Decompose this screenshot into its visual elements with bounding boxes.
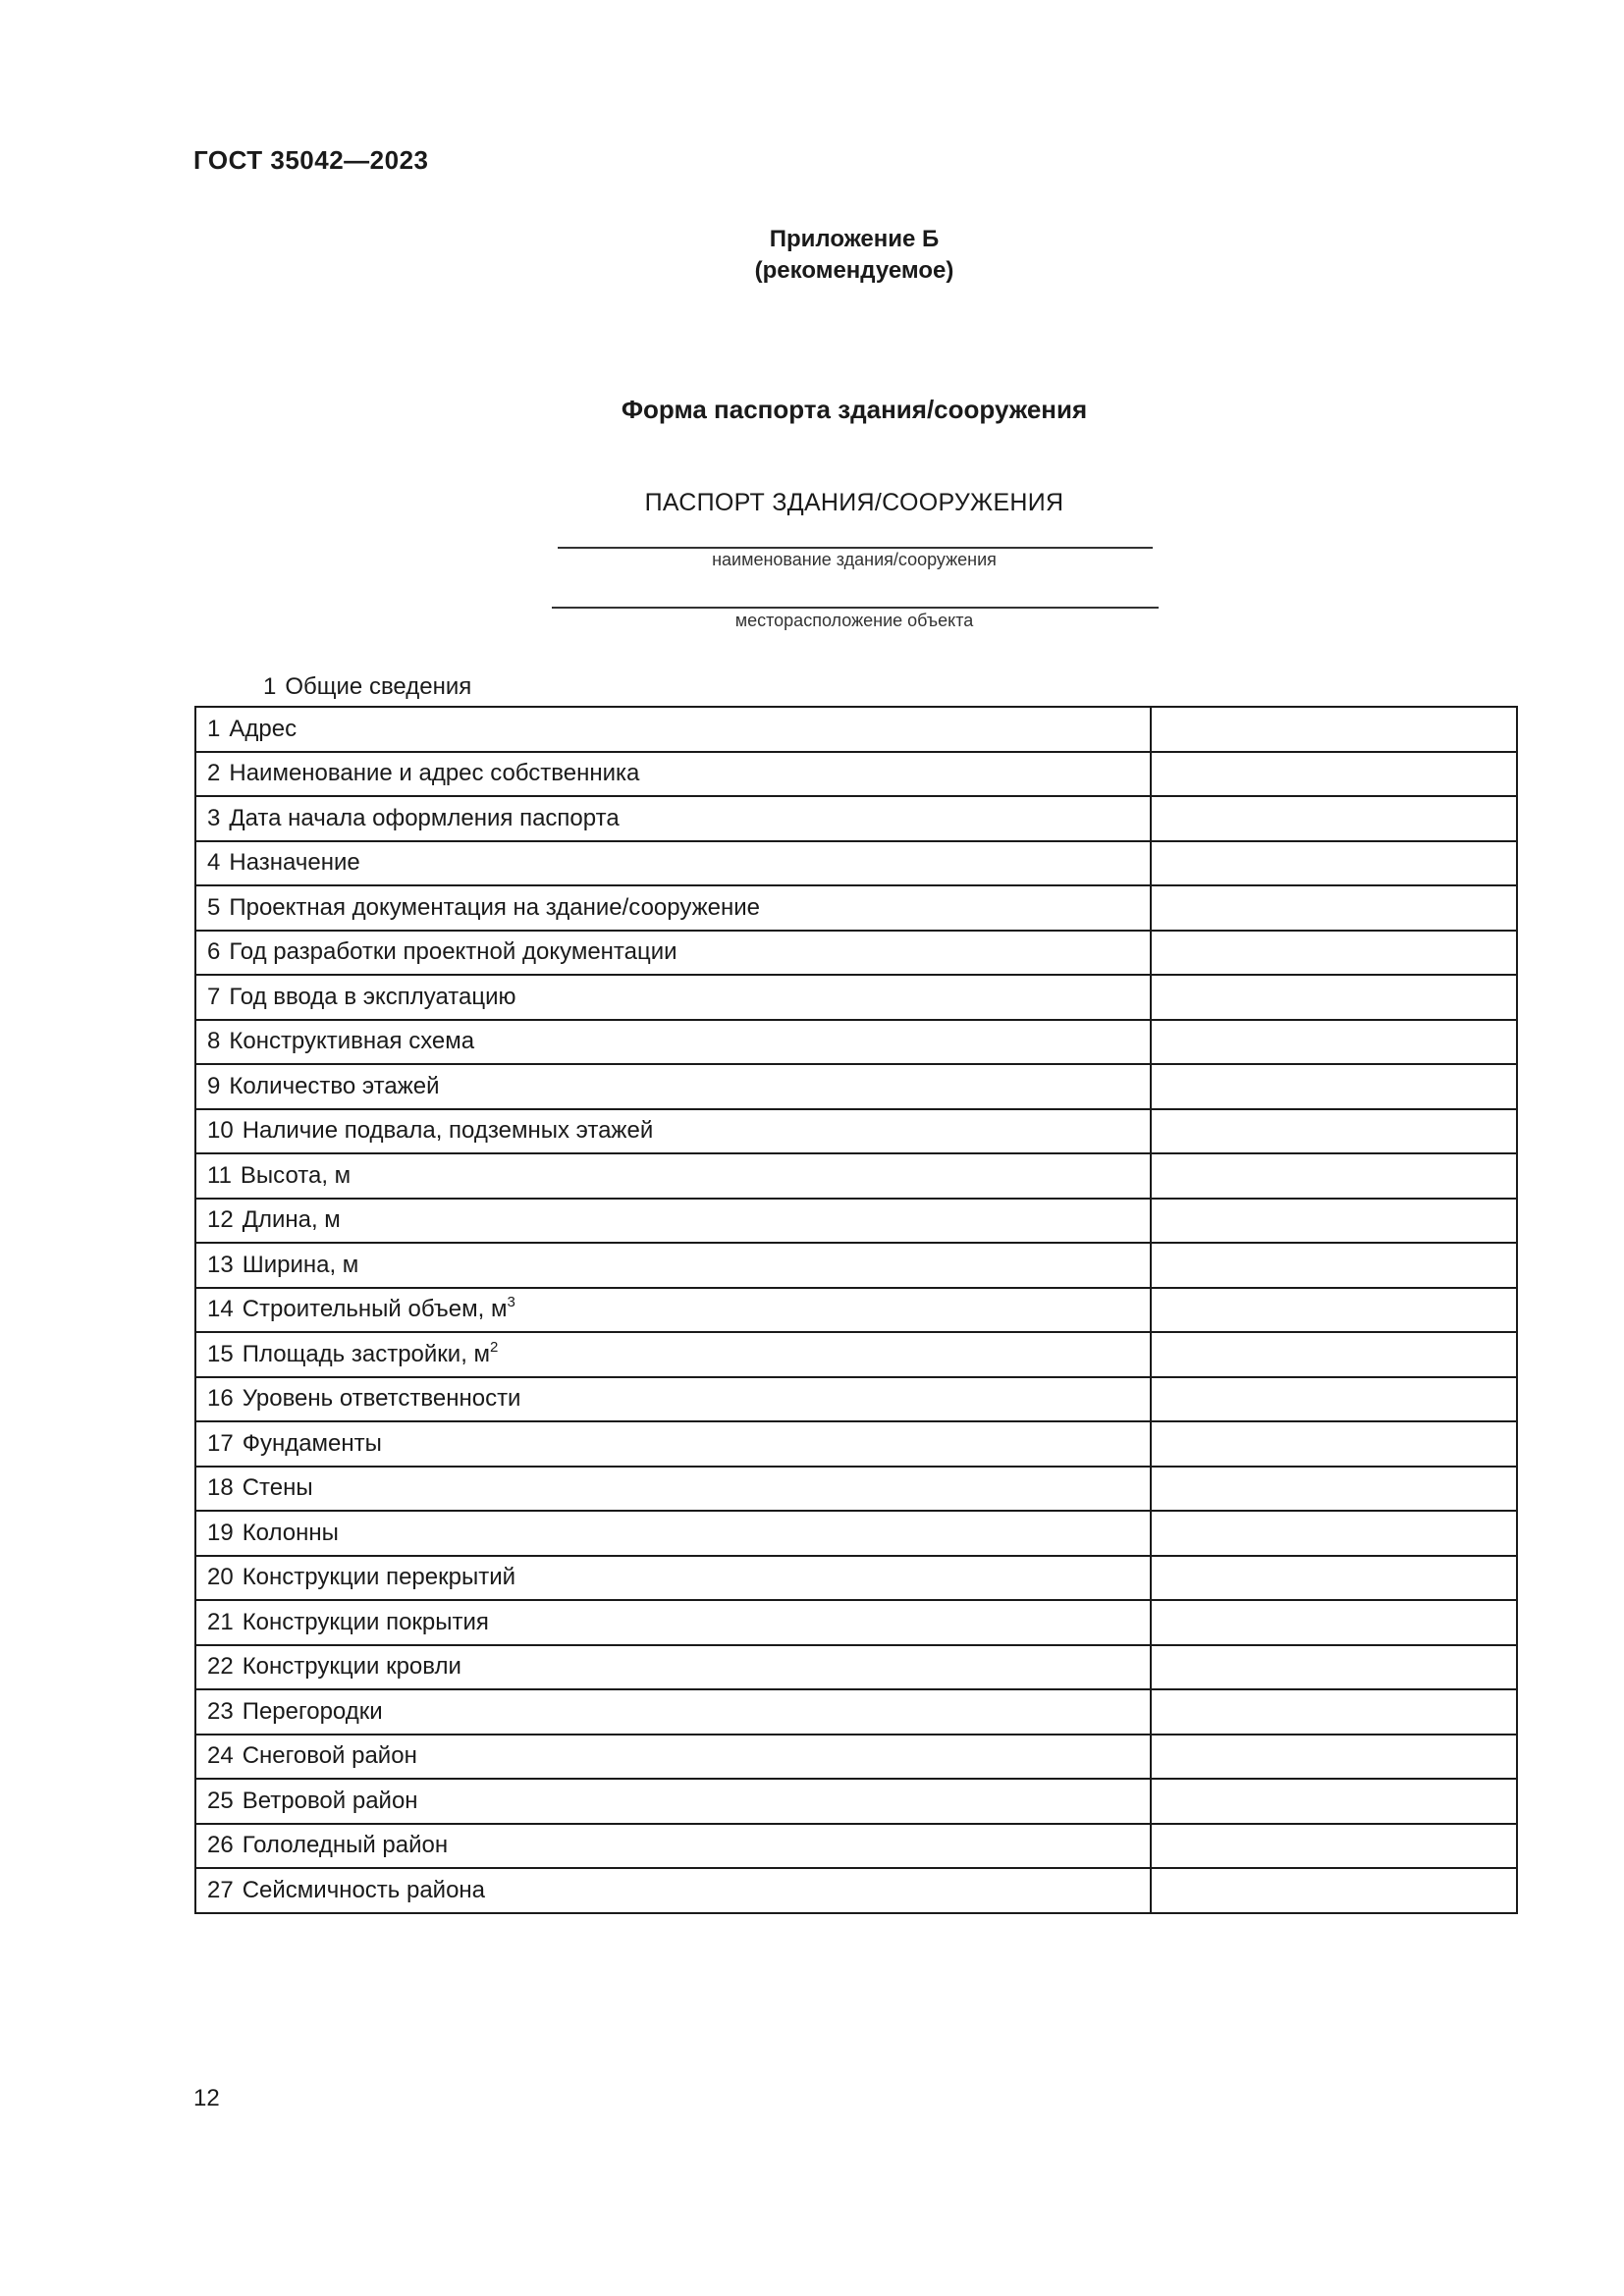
row-label: Наименование и адрес собственника (229, 760, 640, 787)
table-row (195, 1377, 1517, 1422)
row-number: 4 (207, 849, 221, 877)
unit-exponent: 2 (490, 1338, 499, 1356)
row-label: Высота, м (240, 1161, 352, 1189)
row-label: Количество этажей (229, 1072, 440, 1099)
row-value-cell[interactable] (1151, 752, 1517, 797)
row-label: Перегородки (242, 1697, 383, 1725)
table-row (195, 1288, 1517, 1333)
row-number: 19 (207, 1519, 234, 1546)
row-label-cell (195, 1868, 1151, 1913)
row-label-cell (195, 707, 1151, 752)
row-number: 20 (207, 1564, 234, 1591)
row-label: Площадь застройки, м (242, 1340, 491, 1367)
row-label: Конструктивная схема (229, 1028, 475, 1055)
row-number: 14 (207, 1296, 234, 1323)
row-label-cell (195, 1645, 1151, 1690)
table-row (195, 841, 1517, 886)
table-row (195, 1467, 1517, 1512)
row-number: 6 (207, 938, 221, 966)
table-row (195, 931, 1517, 976)
building-name-line[interactable] (558, 547, 1153, 549)
row-number: 21 (207, 1608, 234, 1635)
appendix-title: Приложение Б (769, 226, 940, 252)
row-label-cell (195, 1779, 1151, 1824)
appendix-heading (0, 224, 1624, 287)
row-label: Проектная документация на здание/сооружение (229, 893, 761, 921)
table-row (195, 1153, 1517, 1199)
row-value-cell[interactable] (1151, 796, 1517, 841)
row-value-cell[interactable] (1151, 1332, 1517, 1377)
table-row (195, 1511, 1517, 1556)
table-row (195, 1868, 1517, 1913)
row-value-cell[interactable] (1151, 1377, 1517, 1422)
row-number: 23 (207, 1697, 234, 1725)
table-row (195, 885, 1517, 931)
row-number: 5 (207, 893, 221, 921)
row-value-cell[interactable] (1151, 1645, 1517, 1690)
row-label-cell (195, 931, 1151, 976)
row-value-cell[interactable] (1151, 1109, 1517, 1154)
building-name-caption: наименование здания/сооружения (712, 550, 997, 569)
passport-heading: ПАСПОРТ ЗДАНИЯ/СООРУЖЕНИЯ (644, 489, 1064, 516)
row-value-cell[interactable] (1151, 1824, 1517, 1869)
table-row (195, 707, 1517, 752)
row-label: Снеговой район (242, 1742, 417, 1770)
row-label: Наличие подвала, подземных этажей (242, 1117, 654, 1145)
row-label: Сейсмичность района (242, 1876, 486, 1903)
row-number: 9 (207, 1072, 221, 1099)
table-row (195, 1421, 1517, 1467)
table-row (195, 1064, 1517, 1109)
row-label-cell (195, 1153, 1151, 1199)
row-label-cell (195, 1421, 1151, 1467)
table-row (195, 1109, 1517, 1154)
row-label: Назначение (229, 849, 360, 877)
section-title-text: Общие сведения (285, 673, 472, 700)
row-label: Ветровой район (242, 1787, 418, 1814)
row-number: 2 (207, 760, 221, 787)
row-label: Дата начала оформления паспорта (229, 804, 620, 831)
row-value-cell[interactable] (1151, 885, 1517, 931)
row-value-cell[interactable] (1151, 1199, 1517, 1244)
row-number: 17 (207, 1429, 234, 1457)
table-row (195, 1779, 1517, 1824)
row-number: 13 (207, 1251, 234, 1278)
row-number: 16 (207, 1385, 234, 1413)
row-number: 26 (207, 1832, 234, 1859)
row-number: 24 (207, 1742, 234, 1770)
row-number: 15 (207, 1340, 234, 1367)
table-row (195, 1199, 1517, 1244)
row-label: Год ввода в эксплуатацию (229, 983, 516, 1010)
row-label: Конструкции покрытия (242, 1608, 489, 1635)
table-row (195, 1332, 1517, 1377)
row-label-cell (195, 1511, 1151, 1556)
row-number: 27 (207, 1876, 234, 1903)
table-row (195, 1689, 1517, 1735)
row-label-cell (195, 1064, 1151, 1109)
row-label-cell (195, 1377, 1151, 1422)
row-number: 8 (207, 1028, 221, 1055)
row-value-cell[interactable] (1151, 931, 1517, 976)
appendix-status: (рекомендуемое) (754, 257, 954, 284)
row-label: Стены (242, 1474, 313, 1502)
row-label: Уровень ответственности (242, 1385, 521, 1413)
row-label-cell (195, 885, 1151, 931)
table-row (195, 796, 1517, 841)
table-row (195, 1020, 1517, 1065)
row-label-cell (195, 1467, 1151, 1512)
row-value-cell[interactable] (1151, 1064, 1517, 1109)
table-row (195, 752, 1517, 797)
row-label-cell (195, 975, 1151, 1020)
row-label-cell (195, 1288, 1151, 1333)
row-label: Адрес (229, 715, 298, 742)
row-label-cell (195, 841, 1151, 886)
section-title (263, 673, 471, 701)
row-label-cell (195, 1199, 1151, 1244)
row-value-cell[interactable] (1151, 1868, 1517, 1913)
row-label: Фундаменты (242, 1429, 382, 1457)
row-number: 1 (207, 715, 221, 742)
section-number: 1 (263, 673, 277, 700)
row-number: 18 (207, 1474, 234, 1502)
row-label: Строительный объем, м (242, 1296, 508, 1323)
row-label-cell (195, 1243, 1151, 1288)
row-label-cell (195, 1735, 1151, 1780)
standard-number: ГОСТ 35042—2023 (193, 145, 429, 175)
row-value-cell[interactable] (1151, 1288, 1517, 1333)
table-row (195, 1735, 1517, 1780)
table-row (195, 975, 1517, 1020)
location-line[interactable] (552, 607, 1159, 609)
table-row (195, 1600, 1517, 1645)
row-number: 25 (207, 1787, 234, 1814)
row-number: 11 (207, 1161, 232, 1189)
location-caption: месторасположение объекта (734, 611, 974, 630)
table-row (195, 1556, 1517, 1601)
general-info-table (194, 706, 1518, 1914)
row-value-cell[interactable] (1151, 975, 1517, 1020)
row-label: Год разработки проектной документации (229, 938, 677, 966)
row-label-cell (195, 1556, 1151, 1601)
row-label-cell (195, 1824, 1151, 1869)
row-value-cell[interactable] (1151, 1735, 1517, 1780)
page-number: 12 (193, 2085, 220, 2111)
row-label-cell (195, 1689, 1151, 1735)
row-value-cell[interactable] (1151, 1511, 1517, 1556)
row-label-cell (195, 752, 1151, 797)
row-label: Конструкции перекрытий (242, 1564, 516, 1591)
unit-exponent: 3 (507, 1294, 515, 1311)
row-value-cell[interactable] (1151, 1779, 1517, 1824)
row-number: 22 (207, 1653, 234, 1681)
table-row (195, 1243, 1517, 1288)
row-label: Гололедный район (242, 1832, 449, 1859)
row-value-cell[interactable] (1151, 1243, 1517, 1288)
row-label-cell (195, 1600, 1151, 1645)
row-value-cell[interactable] (1151, 1421, 1517, 1467)
row-value-cell[interactable] (1151, 1467, 1517, 1512)
row-label: Конструкции кровли (242, 1653, 461, 1681)
row-value-cell[interactable] (1151, 1556, 1517, 1601)
row-value-cell[interactable] (1151, 841, 1517, 886)
row-value-cell[interactable] (1151, 1153, 1517, 1199)
row-label-cell (195, 1109, 1151, 1154)
row-number: 10 (207, 1117, 234, 1145)
row-label: Длина, м (242, 1206, 341, 1234)
form-title: Форма паспорта здания/сооружения (621, 395, 1088, 424)
row-number: 3 (207, 804, 221, 831)
row-label-cell (195, 1332, 1151, 1377)
table-row (195, 1645, 1517, 1690)
row-value-cell[interactable] (1151, 707, 1517, 752)
row-label-cell (195, 796, 1151, 841)
row-value-cell[interactable] (1151, 1020, 1517, 1065)
row-value-cell[interactable] (1151, 1689, 1517, 1735)
row-label-cell (195, 1020, 1151, 1065)
table-row (195, 1824, 1517, 1869)
row-label: Ширина, м (242, 1251, 359, 1278)
row-label: Колонны (242, 1519, 339, 1546)
row-number: 7 (207, 983, 221, 1010)
row-number: 12 (207, 1206, 234, 1234)
row-value-cell[interactable] (1151, 1600, 1517, 1645)
